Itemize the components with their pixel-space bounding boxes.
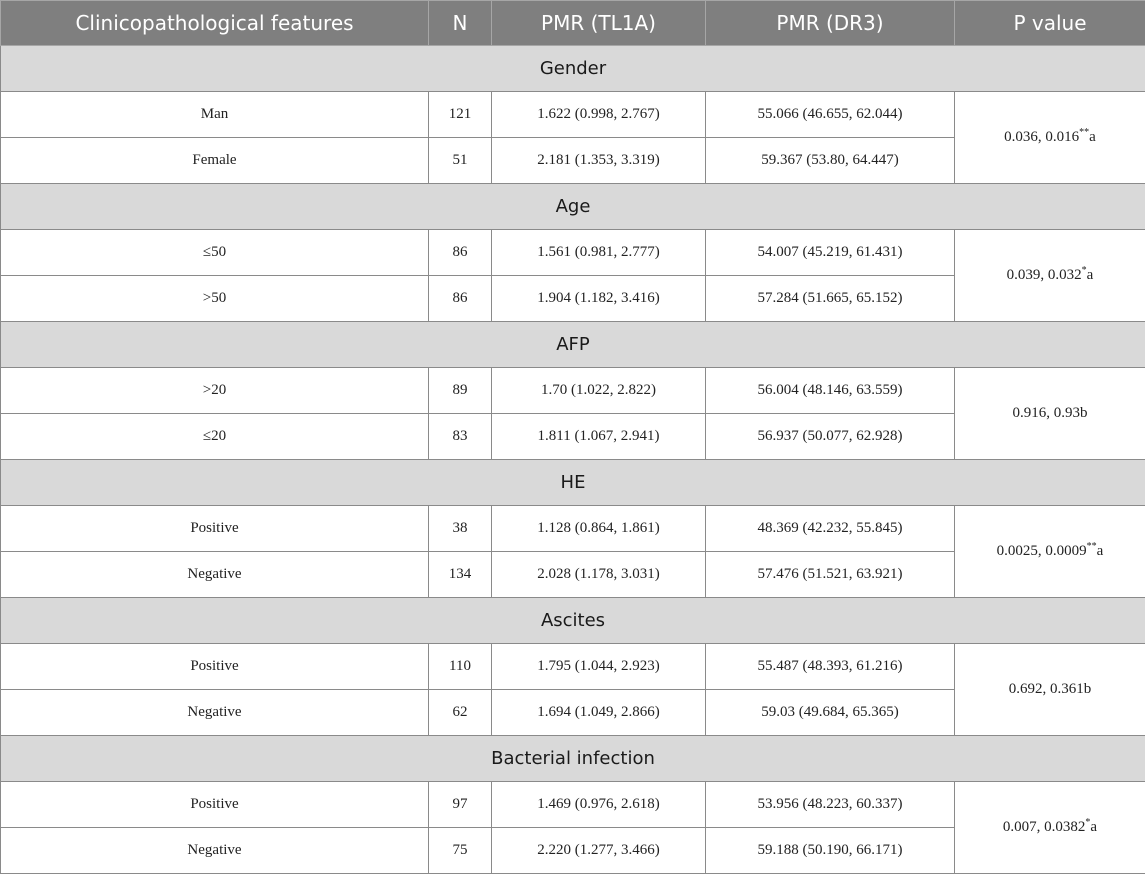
- feature-cell: Female: [1, 138, 429, 184]
- table-row: [1, 92, 1145, 138]
- n-cell: 51: [429, 138, 492, 184]
- pmr-tl1a-cell: 1.811 (1.067, 2.941): [492, 414, 706, 460]
- n-cell: 97: [429, 782, 492, 828]
- feature-cell: >20: [1, 368, 429, 414]
- pmr-tl1a-cell: 1.622 (0.998, 2.767): [492, 92, 706, 138]
- p-value-cell: [955, 230, 1145, 322]
- group-header-row: [1, 598, 1145, 644]
- header-n: N: [429, 1, 492, 46]
- pmr-tl1a-cell: 1.694 (1.049, 2.866): [492, 690, 706, 736]
- p-value-text: 0.692, 0.361b: [1009, 681, 1092, 697]
- pmr-dr3-cell: 54.007 (45.219, 61.431): [706, 230, 955, 276]
- p-value-cell: [955, 506, 1145, 598]
- n-cell: 62: [429, 690, 492, 736]
- table-body: [1, 46, 1145, 874]
- pmr-dr3-cell: 56.004 (48.146, 63.559): [706, 368, 955, 414]
- significance-marker: *: [1082, 265, 1087, 276]
- header-pmr-tl1a: PMR (TL1A): [492, 1, 706, 46]
- group-title: Bacterial infection: [1, 736, 1145, 782]
- table-row: [1, 782, 1145, 828]
- group-title: Age: [1, 184, 1145, 230]
- pmr-dr3-cell: 55.487 (48.393, 61.216): [706, 644, 955, 690]
- group-header-row: [1, 736, 1145, 782]
- feature-cell: >50: [1, 276, 429, 322]
- pmr-tl1a-cell: 1.70 (1.022, 2.822): [492, 368, 706, 414]
- header-pmr-dr3: PMR (DR3): [706, 1, 955, 46]
- pmr-dr3-cell: 53.956 (48.223, 60.337): [706, 782, 955, 828]
- pmr-tl1a-cell: 1.561 (0.981, 2.777): [492, 230, 706, 276]
- p-value-text: 0.039, 0.032: [1007, 267, 1082, 283]
- pmr-dr3-cell: 59.03 (49.684, 65.365): [706, 690, 955, 736]
- n-cell: 83: [429, 414, 492, 460]
- pmr-dr3-cell: 57.476 (51.521, 63.921): [706, 552, 955, 598]
- p-value-test-suffix: a: [1097, 543, 1104, 559]
- header-p-value: P value: [955, 1, 1145, 46]
- table-row: [1, 230, 1145, 276]
- p-value-test-suffix: a: [1089, 129, 1096, 145]
- group-header-row: [1, 460, 1145, 506]
- table-row: [1, 506, 1145, 552]
- pmr-dr3-cell: 57.284 (51.665, 65.152): [706, 276, 955, 322]
- significance-marker: *: [1085, 817, 1090, 828]
- n-cell: 86: [429, 276, 492, 322]
- n-cell: 121: [429, 92, 492, 138]
- group-header-row: [1, 46, 1145, 92]
- p-value-cell: [955, 644, 1145, 736]
- group-title: Ascites: [1, 598, 1145, 644]
- pmr-tl1a-cell: 1.795 (1.044, 2.923): [492, 644, 706, 690]
- n-cell: 134: [429, 552, 492, 598]
- feature-cell: ≤50: [1, 230, 429, 276]
- group-title: HE: [1, 460, 1145, 506]
- pmr-tl1a-cell: 1.128 (0.864, 1.861): [492, 506, 706, 552]
- group-header-row: [1, 322, 1145, 368]
- n-cell: 38: [429, 506, 492, 552]
- p-value-test-suffix: a: [1087, 267, 1094, 283]
- feature-cell: ≤20: [1, 414, 429, 460]
- table-row: [1, 644, 1145, 690]
- p-value-text: 0.007, 0.0382: [1003, 819, 1086, 835]
- n-cell: 89: [429, 368, 492, 414]
- n-cell: 75: [429, 828, 492, 874]
- table-row: [1, 368, 1145, 414]
- group-header-row: [1, 184, 1145, 230]
- pmr-dr3-cell: 48.369 (42.232, 55.845): [706, 506, 955, 552]
- group-title: AFP: [1, 322, 1145, 368]
- n-cell: 110: [429, 644, 492, 690]
- pmr-tl1a-cell: 1.469 (0.976, 2.618): [492, 782, 706, 828]
- p-value-cell: [955, 782, 1145, 874]
- pmr-tl1a-cell: 2.028 (1.178, 3.031): [492, 552, 706, 598]
- feature-cell: Positive: [1, 644, 429, 690]
- pmr-dr3-cell: 59.367 (53.80, 64.447): [706, 138, 955, 184]
- pmr-tl1a-cell: 2.181 (1.353, 3.319): [492, 138, 706, 184]
- p-value-text: 0.036, 0.016: [1004, 129, 1079, 145]
- pmr-tl1a-cell: 2.220 (1.277, 3.466): [492, 828, 706, 874]
- pmr-dr3-cell: 55.066 (46.655, 62.044): [706, 92, 955, 138]
- pmr-dr3-cell: 56.937 (50.077, 62.928): [706, 414, 955, 460]
- feature-cell: Positive: [1, 506, 429, 552]
- feature-cell: Negative: [1, 828, 429, 874]
- pmr-tl1a-cell: 1.904 (1.182, 3.416): [492, 276, 706, 322]
- header-features: Clinicopathological features: [1, 1, 429, 46]
- p-value-cell: [955, 92, 1145, 184]
- feature-cell: Positive: [1, 782, 429, 828]
- feature-cell: Negative: [1, 552, 429, 598]
- header-row: [1, 1, 1145, 46]
- p-value-text: 0.916, 0.93b: [1013, 405, 1088, 421]
- significance-marker: **: [1079, 127, 1089, 138]
- p-value-cell: [955, 368, 1145, 460]
- pmr-dr3-cell: 59.188 (50.190, 66.171): [706, 828, 955, 874]
- n-cell: 86: [429, 230, 492, 276]
- group-title: Gender: [1, 46, 1145, 92]
- feature-cell: Man: [1, 92, 429, 138]
- significance-marker: **: [1087, 541, 1097, 552]
- p-value-text: 0.0025, 0.0009: [997, 543, 1087, 559]
- p-value-test-suffix: a: [1090, 819, 1097, 835]
- feature-cell: Negative: [1, 690, 429, 736]
